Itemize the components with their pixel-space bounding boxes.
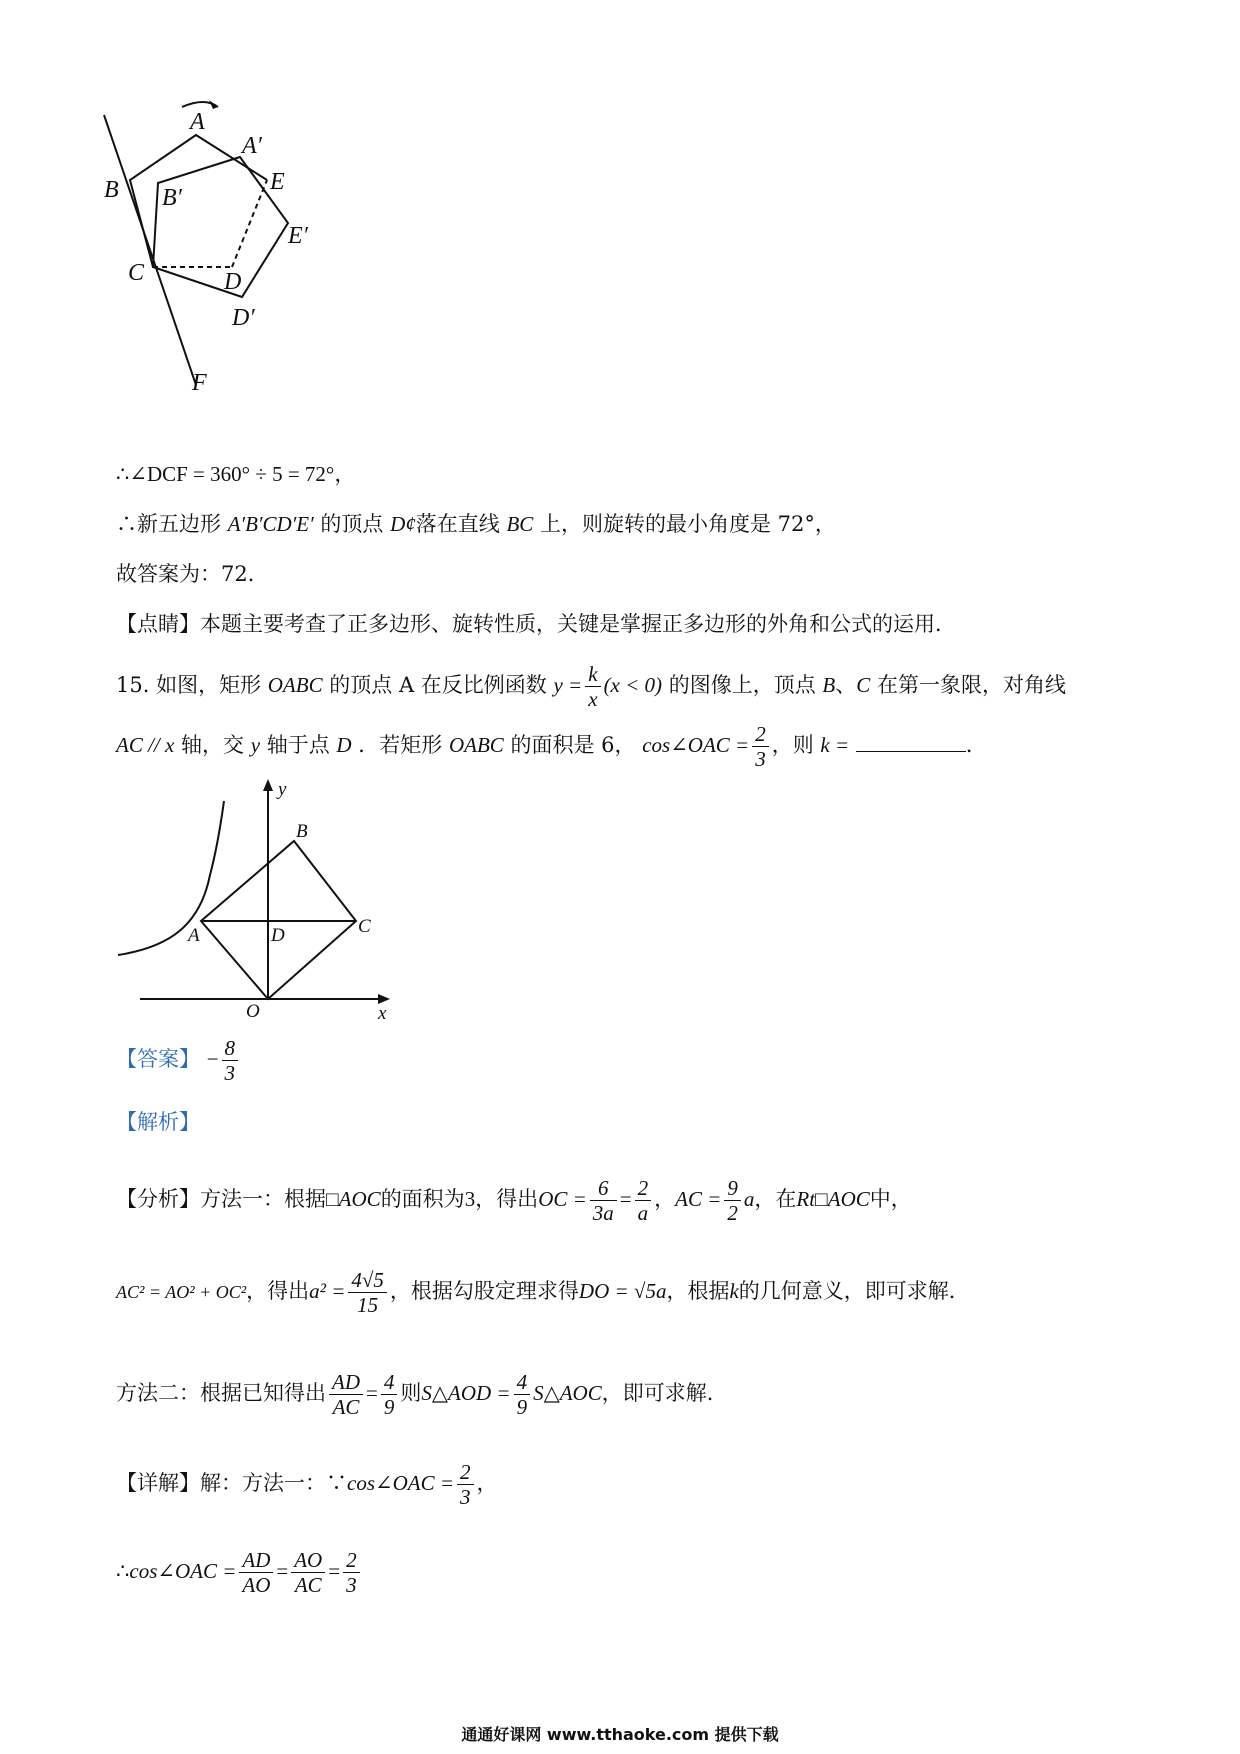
label-c: C — [358, 916, 371, 937]
label-e: E — [270, 169, 285, 195]
label-c: C — [128, 260, 145, 286]
method2-line: 方法二：根据已知得出 $\frac{AD}{AC}$ = $\frac{4}{9}$ 则S△AOD = $\frac{4}{9}$ S△AOC，即可求解． — [116, 1370, 728, 1420]
label-d-prime: D′ — [232, 305, 255, 331]
coordinate-figure — [110, 775, 410, 1035]
footer-source: 通通好课网 www.tthaoke.com 提供下载 — [461, 1725, 779, 1744]
frac-4-9: $\frac{4}{9}$ — [381, 1370, 398, 1419]
frac-4root5-15: $\frac{4√5}{15}$ — [348, 1268, 387, 1317]
analysis-tag: 【解析】 — [116, 1110, 200, 1134]
label-f: F — [192, 370, 207, 396]
label-b: B — [296, 821, 308, 842]
label-a: A — [190, 109, 205, 135]
line-new-pentagon: ∴新五边形 A′B′CD′E′ 的顶点 D¢落在直线 BC 上，则旋转的最小角度是 72°， — [116, 512, 836, 536]
frac-two-thirds: $\frac{2}{3}$ — [752, 722, 769, 771]
label-d: D — [271, 925, 285, 946]
label-b: B — [104, 177, 119, 203]
arrow-head — [209, 100, 218, 109]
label-e-prime: E′ — [288, 223, 308, 249]
q15-line-2: AC // x 轴，交 y 轴于点 D ．若矩形 OABC 的面积是 6， cos∠OAC = $\frac{2}{3}$ ，则 k = ． — [116, 722, 987, 772]
answer-blank — [856, 750, 966, 752]
detail-line: 【详解】解：方法一：∵cos∠OAC = $\frac{2}{3}$ ， — [116, 1460, 498, 1510]
label-a-prime: A′ — [242, 133, 262, 159]
pentagon-figure — [100, 95, 360, 435]
label-y: y — [278, 779, 287, 800]
fenxi-line-1: 【分析】方法一：根据□AOC的面积为3，得出OC = $\frac{6}{3a}$ = $\frac{2}{a}$ ，AC = $\frac{9}{2}$ a，在Rt□AOC中， — [116, 1176, 912, 1226]
label-b-prime: B′ — [162, 185, 182, 211]
frac-eight-thirds: $\frac{8}{3}$ — [222, 1036, 239, 1085]
label-x: x — [378, 1003, 387, 1024]
therefore-line: ∴cos∠OAC = $\frac{AD}{AO}$ = $\frac{AO}{AC}$ = $\frac{2}{3}$ — [116, 1548, 363, 1597]
frac-ad-ao: $\frac{AD}{AO}$ — [239, 1548, 273, 1597]
frac-4-9-b: $\frac{4}{9}$ — [514, 1370, 531, 1419]
frac-k-over-x: $\frac{k}{x}$ — [585, 662, 600, 711]
line-bf — [104, 115, 196, 385]
hyperbola-curve — [118, 801, 224, 955]
frac-9-2: $\frac{9}{2}$ — [724, 1176, 741, 1225]
frac-ao-ac: $\frac{AO}{AC}$ — [291, 1548, 325, 1597]
frac-ad-ac: $\frac{AD}{AC}$ — [329, 1370, 363, 1419]
answer-tag: 【答案】 — [116, 1047, 200, 1072]
label-o: O — [246, 1001, 260, 1022]
frac-2-3-final: $\frac{2}{3}$ — [343, 1548, 360, 1597]
side-de — [232, 180, 267, 267]
line-angle-dcf: ∴∠DCF = 360° ÷ 5 = 72°， — [116, 462, 356, 486]
pentagon-rotated — [153, 157, 288, 297]
line-dianjing: 【点睛】本题主要考查了正多边形、旋转性质，关键是掌握正多边形的外角和公式的运用． — [116, 612, 956, 636]
answer-line: 【答案】 − $\frac{8}{3}$ — [116, 1036, 241, 1085]
fenxi-line-2: AC² = AO² + OC²，得出a² = $\frac{4√5}{15}$ ，根据勾股定理求得DO = √5a，根据k的几何意义，即可求解． — [116, 1268, 970, 1318]
frac-2-3-detail: $\frac{2}{3}$ — [457, 1460, 474, 1509]
label-a: A — [188, 925, 200, 946]
frac-2-a: $\frac{2}{a}$ — [635, 1176, 652, 1225]
frac-6-3a: $\frac{6}{3a}$ — [590, 1176, 617, 1225]
y-axis-arrow — [263, 779, 273, 791]
q15-line-1: 15. 如图，矩形 OABC 的顶点 A 在反比例函数 y = $\frac{k}{x}$ (x < 0) 的图像上，顶点 B、C 在第一象限，对角线 — [116, 662, 1066, 712]
line-answer-72: 故答案为：72． — [116, 562, 269, 586]
label-d: D — [224, 269, 242, 295]
